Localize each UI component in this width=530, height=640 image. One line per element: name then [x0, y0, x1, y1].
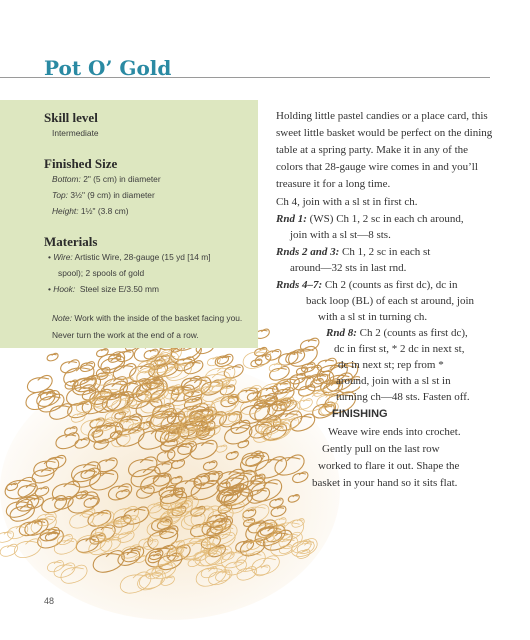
skill-level-heading: Skill level [44, 110, 98, 125]
finishing-heading: FINISHING [332, 408, 388, 420]
page-number: 48 [44, 596, 55, 606]
wire-loop [314, 389, 324, 396]
wire-value-line1: Artistic Wire, 28-gauge (15 yd [14 m] [74, 252, 211, 262]
note [52, 310, 248, 344]
rnd8-text-b: dc in first st, * 2 dc in next st, [334, 343, 465, 355]
rnd8-label: Rnd 8: [326, 327, 357, 339]
rnd47-text-c: with a sl st in turning ch. [318, 311, 428, 323]
finishing-line-4: basket in your hand so it sits flat. [312, 477, 458, 489]
page-title: Pot O’ Gold [44, 56, 172, 80]
intro-paragraph: Holding little pastel candies or a place card, this sweet little basket would be perfect on the dining table at a spring party. Make it in any of the colors that 28-gauge wire comes in and you’ll treasure it for a long time. [276, 110, 493, 190]
rnd8-text-e: turning ch—48 sts. Fasten off. [336, 391, 470, 403]
rnd8-text-c: dc in next st; rep from * [338, 359, 444, 371]
wire-loop [270, 367, 290, 381]
rnd23-label: Rnds 2 and 3: [276, 246, 340, 258]
size-bottom-label: Bottom: [52, 174, 81, 184]
skill-level-value: Intermediate [52, 128, 99, 138]
note-text: Work with the inside of the basket facing you. Never turn the work at the end of a row. [52, 313, 243, 340]
size-top-label: Top: [52, 190, 68, 200]
instruction-rnd8 [326, 327, 468, 339]
rnd1-text-b: join with a sl st—8 sts. [290, 229, 391, 241]
hook-label: Hook: [53, 284, 76, 294]
rnd23-text-b: around—32 sts in last rnd. [290, 262, 407, 274]
materials-hook-item: • Hook: Steel size E/3.50 mm [48, 284, 159, 294]
rnd47-text-b: back loop (BL) of each st around, join [306, 295, 475, 307]
rnd8-text-d: around, join with a sl st in [336, 375, 451, 387]
size-top-value: 3½" (9 cm) in diameter [70, 190, 155, 200]
finished-size-heading: Finished Size [44, 156, 118, 171]
project-info-panel [0, 100, 258, 348]
instruction-rnd47 [276, 279, 458, 291]
size-height-value: 1½" (3.8 cm) [80, 206, 129, 216]
rnd47-label: Rnds 4–7: [276, 279, 323, 291]
finishing-line-1: Weave wire ends into crochet. [328, 426, 461, 438]
materials-heading: Materials [44, 234, 98, 249]
note-label: Note: [52, 313, 73, 323]
instruction-rnd23 [276, 246, 430, 258]
finishing-line-2: Gently pull on the last row [322, 443, 440, 455]
materials-wire-item: • Wire: Artistic Wire, 28-gauge (15 yd [14 m] [48, 252, 211, 262]
title-divider [0, 77, 490, 78]
rnd1-text-a: (WS) Ch 1, 2 sc in each ch around, [309, 213, 464, 225]
rnd23-text-a: Ch 1, 2 sc in each st [342, 246, 431, 258]
size-height [52, 206, 129, 216]
rnd8-text-a: Ch 2 (counts as first dc), [359, 327, 468, 339]
rnd1-label: Rnd 1: [276, 213, 307, 225]
size-height-label: Height: [52, 206, 79, 216]
wire-value-line2: spool); 2 spools of gold [58, 268, 145, 278]
hook-value: Steel size E/3.50 mm [79, 284, 159, 294]
instruction-ch: Ch 4, join with a sl st in first ch. [276, 196, 418, 208]
rnd47-text-a: Ch 2 (counts as first dc), dc in [324, 279, 458, 291]
size-bottom [52, 174, 161, 184]
wire-loop [27, 375, 52, 392]
finishing-line-3: worked to flare it out. Shape the [318, 460, 460, 472]
instruction-rnd1 [276, 213, 464, 225]
wire-loop [47, 353, 58, 361]
size-top [52, 190, 155, 200]
wire-label: Wire: [53, 252, 73, 262]
wire-loop [269, 363, 281, 372]
size-bottom-value: 2" (5 cm) in diameter [83, 174, 161, 184]
